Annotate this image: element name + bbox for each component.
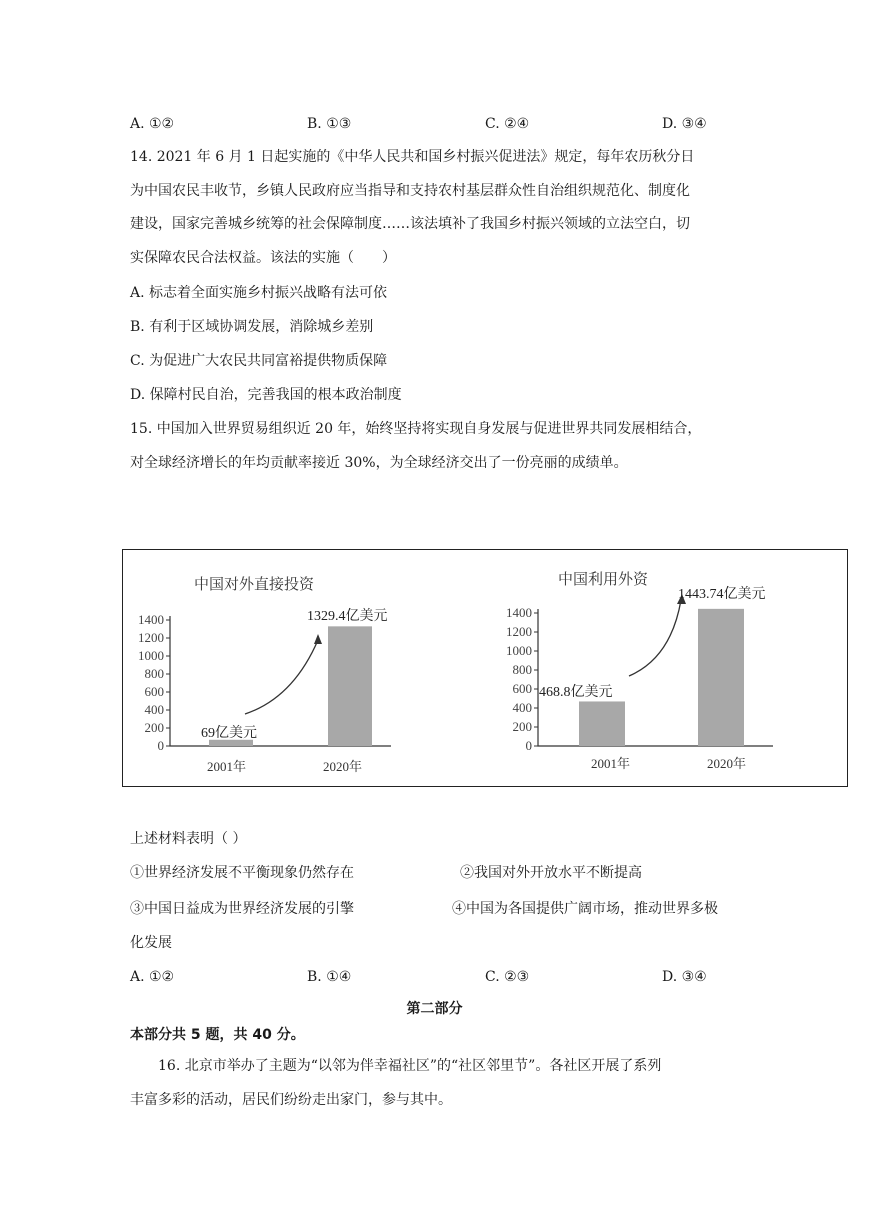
chart1-y-tick-label: 1400 [138,612,164,627]
chart1-y-tick-label: 0 [157,738,164,753]
chart1-y-tick-label: 600 [144,684,164,699]
q15-option-c: C. ②③ [485,969,530,985]
q13-option-b: B. ①③ [307,116,352,132]
chart2-y-tick-label: 1200 [506,624,532,639]
q15-option-b: B. ①④ [307,969,352,985]
chart2-data-label-2020: 1443.74亿美元 [678,587,766,602]
chart2-y-tick-label: 0 [525,738,532,753]
chart2-bar-1 [698,609,744,746]
q15-text-line: 15. 中国加入世界贸易组织近 20 年，始终坚持将实现自身发展与促进世界共同发展相结合， [130,421,702,437]
chart2-y-tick-label: 1400 [506,605,532,620]
part2-heading: 第二部分 [406,1001,463,1017]
q13-option-c: C. ②④ [485,116,530,132]
q16-text-line: 丰富多彩的活动，居民们纷纷走出家门，参与其中。 [130,1092,452,1108]
q15-statement-4-cont: 化发展 [130,935,172,951]
q15-text-line: 对全球经济增长的年均贡献率接近 30%，为全球经济交出了一份亮丽的成绩单。 [130,455,628,471]
q14-text-line: 实保障农民合法权益。该法的实施（ ） [130,250,396,266]
chart2-bar-0 [579,701,625,746]
chart1-title: 中国对外直接投资 [194,575,315,593]
q14-option-b: B. 有利于区域协调发展，消除城乡差别 [130,319,374,335]
part2-subheading: 本部分共 5 题，共 40 分。 [130,1027,305,1043]
chart1-data-label-2001: 69亿美元 [201,726,257,741]
q14-option-d: D. 保障村民自治，完善我国的根本政治制度 [130,387,402,403]
q15-statement-2: ②我国对外开放水平不断提高 [460,865,642,881]
q14-option-a: A. 标志着全面实施乡村振兴战略有法可依 [130,285,388,301]
chart1-x-label-2020: 2020年 [323,759,363,774]
chart2-growth-arrow [629,600,681,676]
chart2-y-tick-label: 200 [512,719,532,734]
chart2-y-tick-label: 400 [512,700,532,715]
chart2-y-tick-label: 600 [512,681,532,696]
chart1-y-tick-label: 1200 [138,630,164,645]
q14-text-line: 14. 2021 年 6 月 1 日起实施的《中华人民共和国乡村振兴促进法》规定，每年农历秋分日 [130,149,695,165]
chart2-data-label-2001: 468.8亿美元 [539,685,613,700]
chart1-y-tick-label: 1000 [138,648,164,663]
q13-option-d: D. ③④ [662,116,707,132]
q14-text-line: 为中国农民丰收节，乡镇人民政府应当指导和支持农村基层群众性自治组织规范化、制度化 [130,183,690,199]
q14-option-c: C. 为促进广大农民共同富裕提供物质保障 [130,353,388,369]
q15-statement-1: ①世界经济发展不平衡现象仍然存在 [130,865,354,881]
q14-text-line: 建设，国家完善城乡统筹的社会保障制度……该法填补了我国乡村振兴领域的立法空白，切 [130,216,690,232]
q15-statement-4: ④中国为各国提供广阔市场，推动世界多极 [452,901,718,917]
chart2-y-tick-label: 1000 [506,643,532,658]
chart1-y-tick-label: 800 [144,666,164,681]
chart2-x-label-2001: 2001年 [591,756,631,771]
q15-question: 上述材料表明（ ） [130,831,247,847]
q13-option-a: A. ①② [130,116,175,132]
chart1-y-tick-label: 200 [144,720,164,735]
chart2-title: 中国利用外资 [558,570,649,588]
q16-text-line: 16. 北京市举办了主题为“以邻为伴幸福社区”的“社区邻里节”。各社区开展了系列 [158,1058,662,1074]
q15-option-a: A. ①② [130,969,175,985]
q15-option-d: D. ③④ [662,969,707,985]
chart1-x-label-2001: 2001年 [207,759,247,774]
chart1-y-tick-label: 400 [144,702,164,717]
chart2-y-tick-label: 800 [512,662,532,677]
q15-statement-3: ③中国日益成为世界经济发展的引擎 [130,901,354,917]
chart1-data-label-2020: 1329.4亿美元 [307,609,388,624]
chart2-x-label-2020: 2020年 [707,756,747,771]
chart-figure [122,549,848,787]
